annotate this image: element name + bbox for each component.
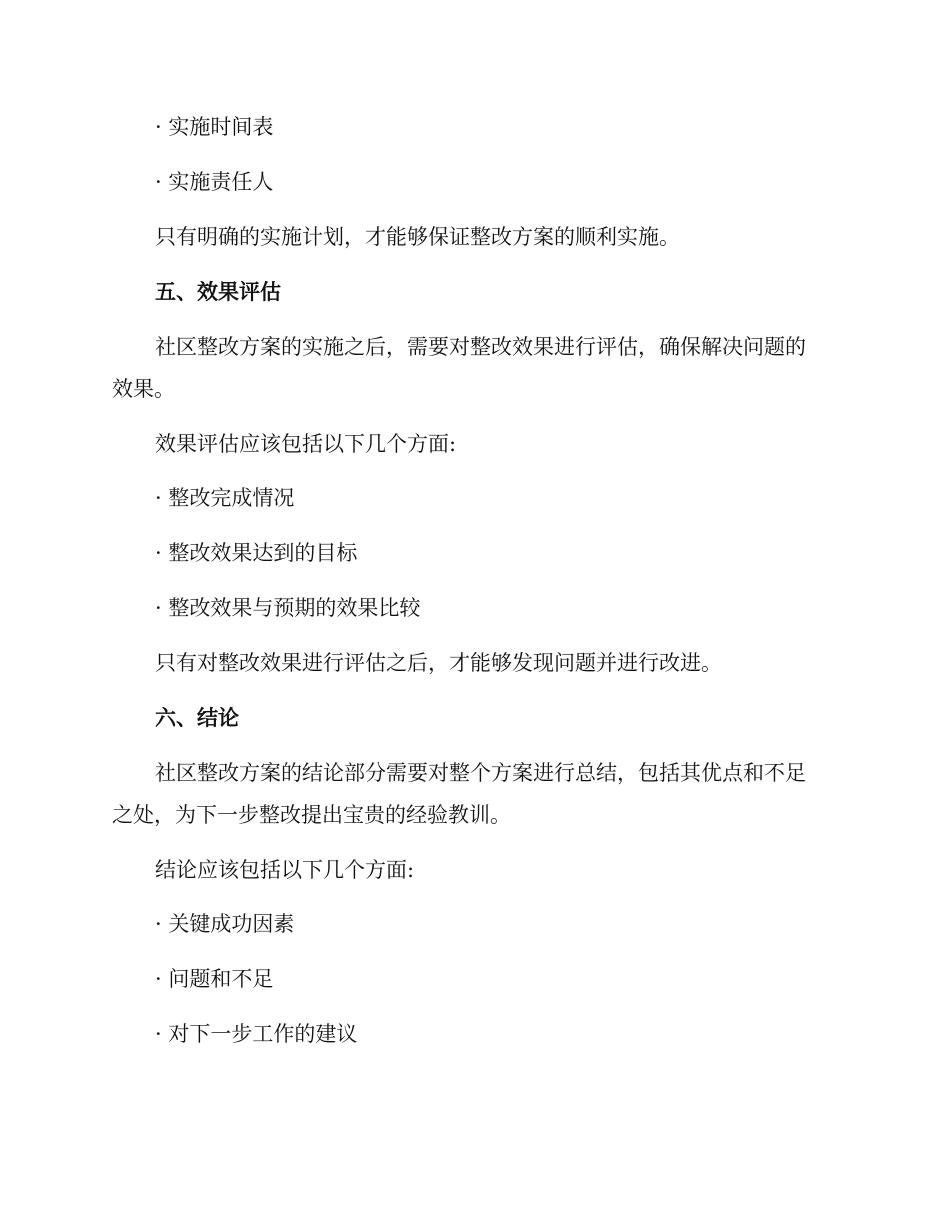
paragraph-line: 效果。 <box>112 377 175 401</box>
paragraph-line: 之处，为下一步整改提出宝贵的经验教训。 <box>112 803 511 827</box>
section-heading-6: 六、结论 <box>155 705 239 730</box>
paragraph: 只有明确的实施计划，才能够保证整改方案的顺利实施。 <box>155 225 680 249</box>
bullet-item: · 关键成功因素 <box>155 912 295 936</box>
paragraph: 只有对整改效果进行评估之后，才能够发现问题并进行改进。 <box>155 651 722 675</box>
paragraph: 结论应该包括以下几个方面: <box>155 858 415 882</box>
bullet-item: · 对下一步工作的建议 <box>155 1022 358 1046</box>
bullet-item: · 整改效果与预期的效果比较 <box>155 596 421 620</box>
bullet-item: · 实施时间表 <box>155 115 274 139</box>
paragraph-line: 社区整改方案的结论部分需要对整个方案进行总结，包括其优点和不足 <box>155 761 806 785</box>
paragraph-line: 社区整改方案的实施之后，需要对整改效果进行评估，确保解决问题的 <box>155 335 806 359</box>
bullet-item: · 实施责任人 <box>155 170 274 194</box>
paragraph: 效果评估应该包括以下几个方面: <box>155 432 457 456</box>
bullet-item: · 整改完成情况 <box>155 486 295 510</box>
bullet-item: · 整改效果达到的目标 <box>155 541 358 565</box>
section-heading-5: 五、效果评估 <box>155 279 281 304</box>
bullet-item: · 问题和不足 <box>155 967 274 991</box>
